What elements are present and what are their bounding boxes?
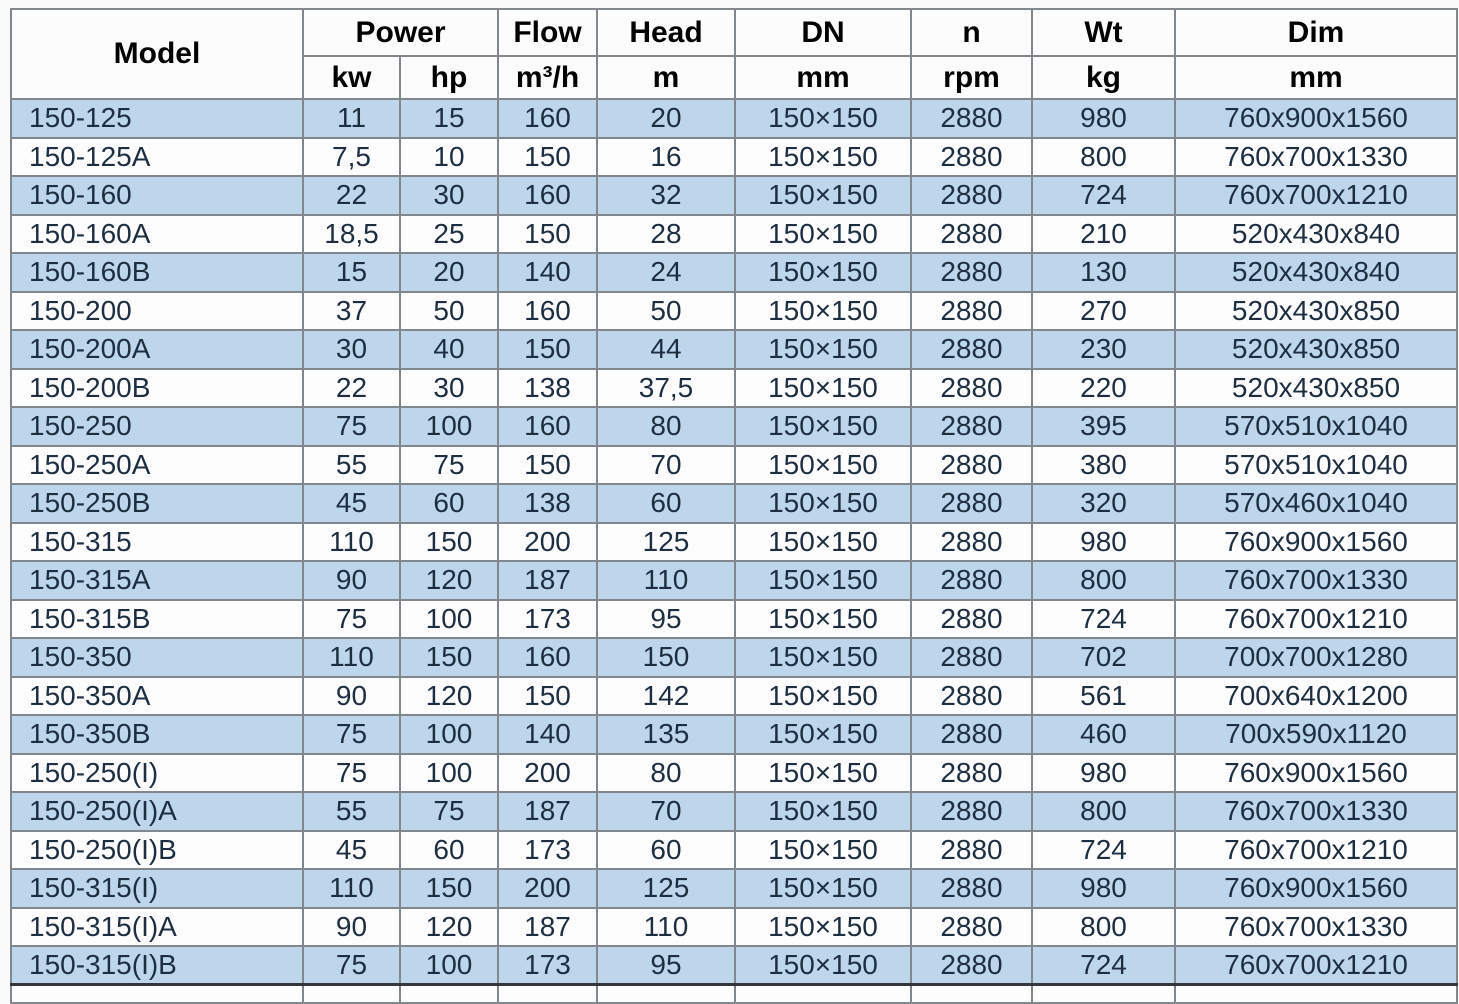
table-row: [11, 869, 1457, 908]
unit-n: rpm: [911, 56, 1032, 99]
data-cell: 2880: [911, 484, 1032, 523]
table-row: [11, 407, 1457, 446]
data-cell: 25: [400, 215, 498, 254]
data-cell: 150×150: [735, 446, 911, 485]
data-cell: 2880: [911, 715, 1032, 754]
model-cell: 150-315B: [11, 600, 303, 639]
data-cell: 37,5: [597, 369, 735, 408]
data-cell: 570x460x1040: [1175, 484, 1457, 523]
header-row-groups: [11, 9, 1457, 56]
data-cell: 138: [498, 484, 597, 523]
unit-flow: m³/h: [498, 56, 597, 99]
table-row: [11, 215, 1457, 254]
data-cell: 150: [498, 215, 597, 254]
table-row: [11, 677, 1457, 716]
table-row: [11, 484, 1457, 523]
data-cell: 760x700x1330: [1175, 138, 1457, 177]
data-cell: 760x700x1210: [1175, 946, 1457, 985]
data-cell: 75: [303, 754, 400, 793]
data-cell: 700x590x1120: [1175, 715, 1457, 754]
data-cell: 55: [303, 446, 400, 485]
data-cell: 2880: [911, 831, 1032, 870]
data-cell: 980: [1032, 99, 1175, 138]
unit-head: m: [597, 56, 735, 99]
data-cell: 75: [303, 946, 400, 985]
data-cell: 2880: [911, 138, 1032, 177]
data-cell: 75: [303, 407, 400, 446]
data-cell: 140: [498, 253, 597, 292]
data-cell: 760x900x1560: [1175, 869, 1457, 908]
model-cell: 150-200: [11, 292, 303, 331]
data-cell: 800: [1032, 908, 1175, 947]
data-cell: 2880: [911, 869, 1032, 908]
data-cell: 22: [303, 369, 400, 408]
data-cell: 2880: [911, 99, 1032, 138]
model-cell: 150-350A: [11, 677, 303, 716]
data-cell: 110: [597, 561, 735, 600]
model-cell: 150-250(I): [11, 754, 303, 793]
data-cell: 160: [498, 99, 597, 138]
model-cell: 150-315: [11, 523, 303, 562]
data-cell: 570x510x1040: [1175, 446, 1457, 485]
data-cell: 100: [400, 600, 498, 639]
data-cell: 90: [303, 561, 400, 600]
data-cell: 135: [597, 715, 735, 754]
data-cell: 30: [400, 369, 498, 408]
data-cell: 150×150: [735, 138, 911, 177]
data-cell: 2880: [911, 407, 1032, 446]
data-cell: 520x430x850: [1175, 369, 1457, 408]
table-row: [11, 792, 1457, 831]
data-cell: 60: [400, 484, 498, 523]
col-header-model: Model: [11, 9, 303, 99]
model-cell: 150-160A: [11, 215, 303, 254]
data-cell: 760x700x1330: [1175, 792, 1457, 831]
data-cell: 150×150: [735, 600, 911, 639]
data-cell: 150×150: [735, 792, 911, 831]
model-cell: 150-250: [11, 407, 303, 446]
table-row: [11, 369, 1457, 408]
data-cell: 100: [400, 946, 498, 985]
table-row: [11, 754, 1457, 793]
col-header-flow: Flow: [498, 9, 597, 56]
data-cell: 20: [400, 253, 498, 292]
data-cell: 760x900x1560: [1175, 99, 1457, 138]
data-cell: 150×150: [735, 176, 911, 215]
data-cell: 160: [498, 292, 597, 331]
data-cell: 80: [597, 754, 735, 793]
data-cell: 150×150: [735, 484, 911, 523]
data-cell: 270: [1032, 292, 1175, 331]
data-cell: 110: [303, 523, 400, 562]
data-cell: 28: [597, 215, 735, 254]
data-cell: 800: [1032, 138, 1175, 177]
table-row: [11, 831, 1457, 870]
data-cell: 80: [597, 407, 735, 446]
data-cell: 100: [400, 407, 498, 446]
unit-dim: mm: [1175, 56, 1457, 99]
data-cell: 2880: [911, 369, 1032, 408]
unit-wt: kg: [1032, 56, 1175, 99]
model-cell: 150-125A: [11, 138, 303, 177]
data-cell: 150×150: [735, 638, 911, 677]
data-cell: 520x430x850: [1175, 330, 1457, 369]
data-cell: 50: [597, 292, 735, 331]
model-cell: 150-350: [11, 638, 303, 677]
data-cell: 110: [303, 869, 400, 908]
model-cell: 150-315A: [11, 561, 303, 600]
data-cell: 187: [498, 792, 597, 831]
col-header-wt: Wt: [1032, 9, 1175, 56]
data-cell: 150×150: [735, 908, 911, 947]
data-cell: 100: [400, 754, 498, 793]
data-cell: 173: [498, 946, 597, 985]
data-cell: 45: [303, 484, 400, 523]
table-row: [11, 908, 1457, 947]
data-cell: 173: [498, 600, 597, 639]
data-cell: 30: [400, 176, 498, 215]
data-cell: 138: [498, 369, 597, 408]
data-cell: 520x430x840: [1175, 215, 1457, 254]
model-cell: 150-315(I)A: [11, 908, 303, 947]
table-body: [11, 99, 1457, 1003]
data-cell: 520x430x840: [1175, 253, 1457, 292]
data-cell: 320: [1032, 484, 1175, 523]
data-cell: 150×150: [735, 292, 911, 331]
data-cell: 16: [597, 138, 735, 177]
data-cell: 150×150: [735, 330, 911, 369]
table-header: [11, 9, 1457, 99]
table-row: [11, 253, 1457, 292]
data-cell: 2880: [911, 638, 1032, 677]
data-cell: 40: [400, 330, 498, 369]
data-cell: 760x900x1560: [1175, 754, 1457, 793]
data-cell: 760x700x1210: [1175, 600, 1457, 639]
data-cell: 70: [597, 446, 735, 485]
data-cell: 2880: [911, 523, 1032, 562]
data-cell: 140: [498, 715, 597, 754]
data-cell: 75: [303, 600, 400, 639]
data-cell: 45: [303, 831, 400, 870]
model-cell: 150-250B: [11, 484, 303, 523]
data-cell: 724: [1032, 176, 1175, 215]
table-row: [11, 99, 1457, 138]
data-cell: 2880: [911, 677, 1032, 716]
data-cell: 2880: [911, 600, 1032, 639]
data-cell: 75: [400, 446, 498, 485]
data-cell: 700x640x1200: [1175, 677, 1457, 716]
data-cell: 2880: [911, 946, 1032, 985]
data-cell: 150×150: [735, 561, 911, 600]
data-cell: 30: [303, 330, 400, 369]
model-cell: 150-315(I)B: [11, 946, 303, 985]
data-cell: 561: [1032, 677, 1175, 716]
data-cell: 120: [400, 908, 498, 947]
data-cell: 160: [498, 407, 597, 446]
table-row: [11, 138, 1457, 177]
model-cell: 150-250A: [11, 446, 303, 485]
data-cell: 2880: [911, 446, 1032, 485]
data-cell: 760x700x1210: [1175, 176, 1457, 215]
data-cell: 150×150: [735, 215, 911, 254]
data-cell: 150×150: [735, 946, 911, 985]
table-row: [11, 176, 1457, 215]
data-cell: 2880: [911, 253, 1032, 292]
data-cell: 200: [498, 754, 597, 793]
data-cell: 150×150: [735, 407, 911, 446]
model-cell: 150-350B: [11, 715, 303, 754]
data-cell: 760x900x1560: [1175, 523, 1457, 562]
model-cell: 150-125: [11, 99, 303, 138]
data-cell: 150×150: [735, 99, 911, 138]
data-cell: 22: [303, 176, 400, 215]
data-cell: 760x700x1330: [1175, 561, 1457, 600]
data-cell: 150: [597, 638, 735, 677]
data-cell: 520x430x850: [1175, 292, 1457, 331]
data-cell: 18,5: [303, 215, 400, 254]
table-row: [11, 561, 1457, 600]
data-cell: 130: [1032, 253, 1175, 292]
data-cell: 380: [1032, 446, 1175, 485]
model-cell: 150-200A: [11, 330, 303, 369]
data-cell: 200: [498, 869, 597, 908]
table-row: [11, 600, 1457, 639]
data-cell: 32: [597, 176, 735, 215]
data-cell: 10: [400, 138, 498, 177]
data-cell: 150: [498, 138, 597, 177]
data-cell: 150×150: [735, 369, 911, 408]
data-cell: 2880: [911, 330, 1032, 369]
data-cell: 100: [400, 715, 498, 754]
data-cell: 120: [400, 561, 498, 600]
data-cell: 150×150: [735, 831, 911, 870]
data-cell: 702: [1032, 638, 1175, 677]
data-cell: 2880: [911, 908, 1032, 947]
model-cell: 150-315(I): [11, 869, 303, 908]
data-cell: 230: [1032, 330, 1175, 369]
data-cell: 800: [1032, 792, 1175, 831]
data-cell: 2880: [911, 176, 1032, 215]
col-header-power: Power: [303, 9, 498, 56]
data-cell: 200: [498, 523, 597, 562]
model-cell: 150-160: [11, 176, 303, 215]
col-header-head: Head: [597, 9, 735, 56]
data-cell: 150: [400, 523, 498, 562]
data-cell: 150×150: [735, 253, 911, 292]
data-cell: 150×150: [735, 869, 911, 908]
data-cell: 760x700x1210: [1175, 831, 1457, 870]
table-row: [11, 446, 1457, 485]
data-cell: 60: [400, 831, 498, 870]
data-cell: 60: [597, 831, 735, 870]
model-cell: 150-250(I)B: [11, 831, 303, 870]
table-row: [11, 638, 1457, 677]
data-cell: 90: [303, 677, 400, 716]
pump-spec-table: [10, 8, 1458, 1004]
table-row: [11, 946, 1457, 985]
data-cell: 2880: [911, 215, 1032, 254]
col-header-dim: Dim: [1175, 9, 1457, 56]
table-row: [11, 715, 1457, 754]
data-cell: 150: [400, 638, 498, 677]
table-row: [11, 292, 1457, 331]
data-cell: 210: [1032, 215, 1175, 254]
data-cell: 700x700x1280: [1175, 638, 1457, 677]
unit-kw: kw: [303, 56, 400, 99]
data-cell: 2880: [911, 292, 1032, 331]
data-cell: 760x700x1330: [1175, 908, 1457, 947]
data-cell: 125: [597, 869, 735, 908]
data-cell: 980: [1032, 754, 1175, 793]
data-cell: 120: [400, 677, 498, 716]
data-cell: 75: [303, 715, 400, 754]
data-cell: 980: [1032, 523, 1175, 562]
data-cell: 724: [1032, 831, 1175, 870]
data-cell: 980: [1032, 869, 1175, 908]
col-header-n: n: [911, 9, 1032, 56]
data-cell: 173: [498, 831, 597, 870]
spec-table-page: [10, 8, 1458, 1004]
data-cell: 2880: [911, 792, 1032, 831]
data-cell: 95: [597, 946, 735, 985]
data-cell: 55: [303, 792, 400, 831]
model-cell: 150-250(I)A: [11, 792, 303, 831]
data-cell: 800: [1032, 561, 1175, 600]
data-cell: 37: [303, 292, 400, 331]
data-cell: 20: [597, 99, 735, 138]
data-cell: 44: [597, 330, 735, 369]
model-cell: 150-160B: [11, 253, 303, 292]
data-cell: 2880: [911, 754, 1032, 793]
data-cell: 15: [400, 99, 498, 138]
data-cell: 150×150: [735, 677, 911, 716]
data-cell: 724: [1032, 946, 1175, 985]
data-cell: 150: [400, 869, 498, 908]
data-cell: 150: [498, 677, 597, 716]
data-cell: 142: [597, 677, 735, 716]
data-cell: 160: [498, 176, 597, 215]
data-cell: 187: [498, 908, 597, 947]
model-cell: 150-200B: [11, 369, 303, 408]
data-cell: 90: [303, 908, 400, 947]
col-header-dn: DN: [735, 9, 911, 56]
data-cell: 460: [1032, 715, 1175, 754]
data-cell: 15: [303, 253, 400, 292]
data-cell: 150: [498, 330, 597, 369]
data-cell: 7,5: [303, 138, 400, 177]
data-cell: 95: [597, 600, 735, 639]
data-cell: 2880: [911, 561, 1032, 600]
data-cell: 110: [303, 638, 400, 677]
table-row: [11, 523, 1457, 562]
data-cell: 75: [400, 792, 498, 831]
data-cell: 395: [1032, 407, 1175, 446]
data-cell: 150×150: [735, 523, 911, 562]
data-cell: 187: [498, 561, 597, 600]
data-cell: 11: [303, 99, 400, 138]
table-row: [11, 330, 1457, 369]
data-cell: 150: [498, 446, 597, 485]
data-cell: 24: [597, 253, 735, 292]
data-cell: 110: [597, 908, 735, 947]
data-cell: 160: [498, 638, 597, 677]
data-cell: 220: [1032, 369, 1175, 408]
data-cell: 125: [597, 523, 735, 562]
data-cell: 150×150: [735, 715, 911, 754]
unit-hp: hp: [400, 56, 498, 99]
data-cell: 70: [597, 792, 735, 831]
data-cell: 50: [400, 292, 498, 331]
data-cell: 570x510x1040: [1175, 407, 1457, 446]
data-cell: 150×150: [735, 754, 911, 793]
unit-dn: mm: [735, 56, 911, 99]
data-cell: 724: [1032, 600, 1175, 639]
data-cell: 60: [597, 484, 735, 523]
